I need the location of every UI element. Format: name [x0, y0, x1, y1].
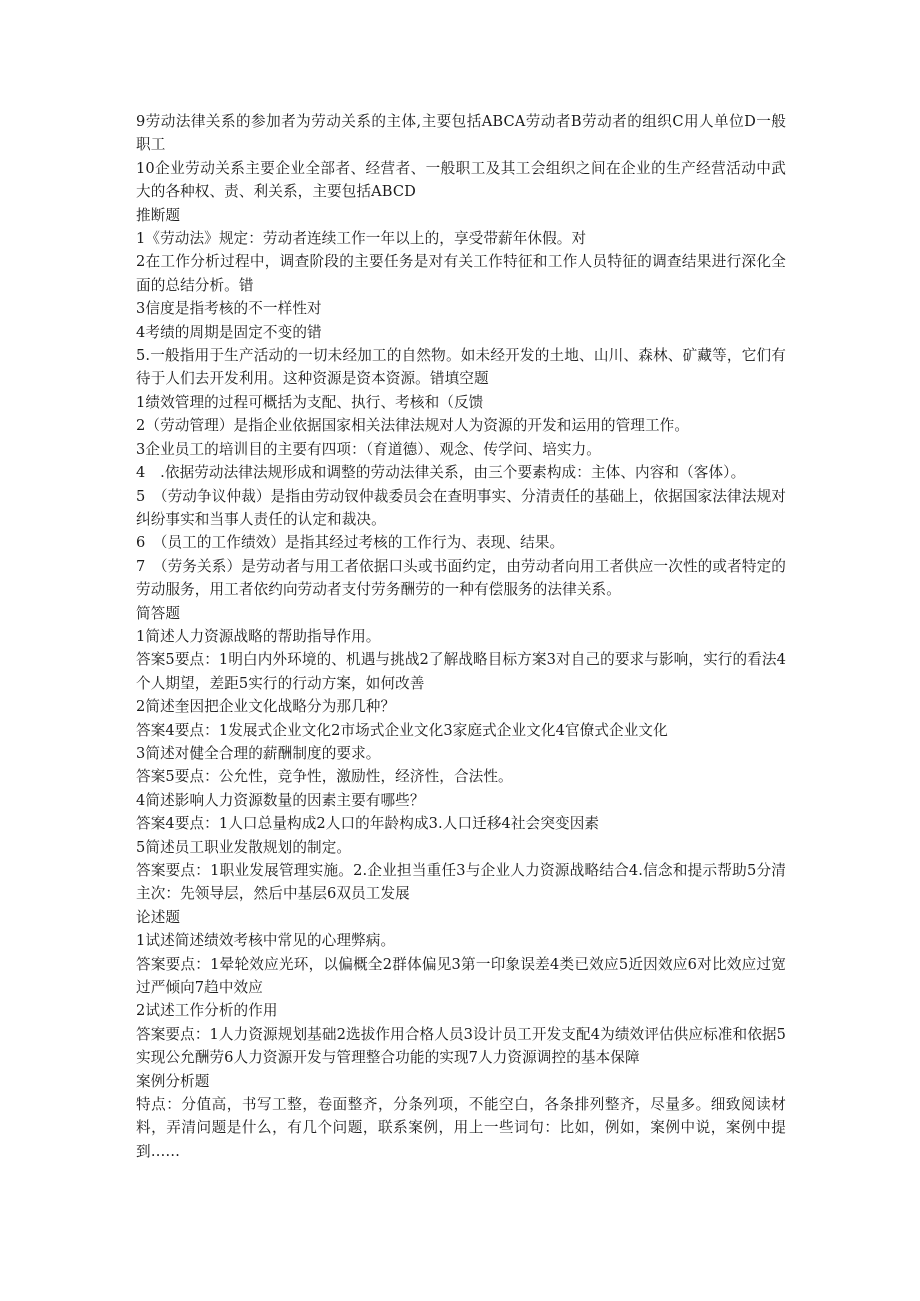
text-line: 4简述影响人力资源数量的因素主要有哪些？: [136, 791, 425, 809]
text-line: 6 （员工的工作绩效）是指其经过考核的工作行为、表现、结果。: [136, 534, 565, 552]
text-line: 3简述对健全合理的薪酬制度的要求。: [136, 744, 381, 762]
text-line: 2在工作分析过程中，调查阶段的主要任务是对有关工作特征和工作人员特征的调查结果进行深化全面的总结分析。错: [136, 253, 786, 294]
text-line: 5.一般指用于生产活动的一切未经加工的自然物。如未经开发的土地、山川、森林、矿藏等，它们有待于人们去开发利用。这种资源是资本资源。错填空题: [136, 347, 786, 388]
text-line: 2试述工作分析的作用: [136, 1002, 278, 1020]
text-line: 特点：分值高，书写工整，卷面整齐，分条列项，不能空白，各条排列整齐，尽量多。细致阅读材料，弄清问题是什么，有几个问题，联系案例，用上一些词句：比如，例如，案例中说，案例中提到……: [136, 1096, 786, 1160]
text-line: 1绩效管理的过程可概括为支配、执行、考核和（反馈: [136, 393, 484, 411]
section-heading: 简答题: [136, 604, 181, 622]
text-line: 1《劳动法》规定：劳动者连续工作一年以上的，享受带薪年休假。对: [136, 230, 587, 248]
document-body: [136, 110, 786, 1163]
text-line: 5简述员工职业发散规划的制定。: [136, 838, 352, 856]
text-line: 1简述人力资源战略的帮助指导作用。: [136, 627, 381, 645]
text-line: 7 （劳务关系）是劳动者与用工者依据口头或书面约定，由劳动者向用工者供应一次性的或者特定的劳动服务，用工者依约向劳动者支付劳务酬劳的一种有偿服务的法律关系。: [136, 557, 786, 599]
text-line: 10企业劳动关系主要企业全部者、经营者、一般职工及其工会组织之间在企业的生产经营活动中武大的各种权、责、利关系，主要包括ABCD: [136, 159, 786, 201]
text-line: 1试述简述绩效考核中常见的心理弊病。: [136, 932, 396, 950]
section-heading: 推断题: [136, 206, 181, 224]
text-line: 答案要点：1人力资源规划基础2选拔作用合格人员3设计员工开发支配4为绩效评估供应标准和依据5实现公允酬劳6人力资源开发与管理整合功能的实现7人力资源调控的基本保障: [136, 1025, 786, 1067]
text-line: 2（劳动管理）是指企业依据国家相关法律法规对人为资源的开发和运用的管理工作。: [136, 417, 690, 435]
text-line: 答案5要点：1明白内外环境的、机遇与挑战2了解战略目标方案3对自己的要求与影响，实行的看法4个人期望，差距5实行的行动方案，如何改善: [136, 651, 786, 692]
text-line: 答案4要点：1人口总量构成2人口的年龄构成3.人口迁移4社会突变因素: [136, 815, 600, 833]
section-heading: 案例分析题: [136, 1072, 210, 1090]
text-line: 答案4要点：1发展式企业文化2市场式企业文化3家庭式企业文化4官僚式企业文化: [136, 721, 668, 739]
text-line: 4考绩的周期是固定不变的错: [136, 323, 322, 341]
text-line: 4 .依据劳动法律法规形成和调整的劳动法律关系，由三个要素构成：主体、内容和（客体）。: [136, 464, 746, 482]
text-line: 9劳动法律关系的参加者为劳动关系的主体,主要包括ABCA劳动者B劳动者的组织C用人单位D一般职工: [136, 113, 786, 154]
section-heading: 论述题: [136, 908, 181, 926]
text-line: 3企业员工的培训目的主要有四项：（育道德）、观念、传学问、培实力。: [136, 440, 601, 458]
text-line: 5 （劳动争议仲裁）是指由劳动钗仲裁委员会在查明事实、分清责任的基础上，依据国家法律法规对纠纷事实和当事人责任的认定和裁决。: [136, 487, 786, 528]
text-line: 答案要点：1职业发展管理实施。2.企业担当重任3与企业人力资源战略结合4.信念和提示帮助5分清主次：先领导层，然后中基层6双员工发展: [136, 862, 786, 903]
text-line: 3信度是指考核的不一样性对: [136, 300, 322, 318]
text-line: 答案5要点：公允性，竞争性，激励性，经济性，合法性。: [136, 768, 513, 786]
text-line: 2简述奎因把企业文化战略分为那几种？: [136, 698, 396, 716]
text-line: 答案要点：1晕轮效应光环，以偏概全2群体偏见3第一印象误差4类已效应5近因效应6对比效应过宽过严倾向7趋中效应: [136, 955, 786, 997]
